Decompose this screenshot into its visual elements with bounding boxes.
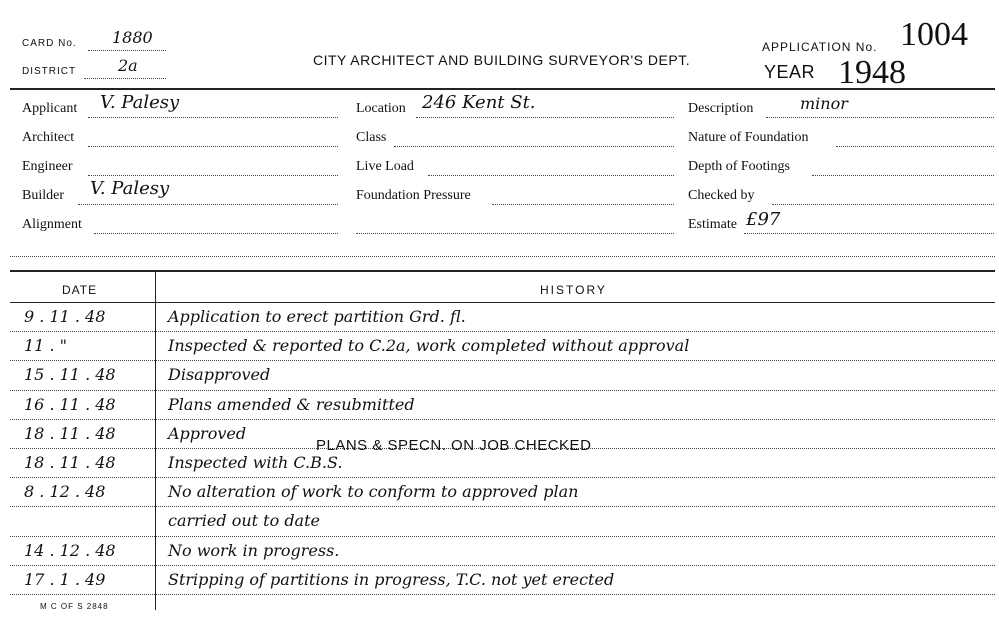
history-row-date: 9 . 11 . 48	[24, 307, 106, 326]
location-line	[416, 117, 674, 118]
location-value: 246 Kent St.	[422, 92, 536, 113]
card-no-label: CARD No.	[22, 38, 77, 49]
checked-by-label: Checked by	[688, 188, 755, 203]
history-row-text: Inspected with C.B.S.	[168, 453, 343, 472]
history-row-date: 15 . 11 . 48	[24, 365, 116, 385]
dept-title: CITY ARCHITECT AND BUILDING SURVEYOR'S DEPT.	[313, 52, 691, 68]
history-row-text: Application to erect partition Grd. fl.	[168, 307, 466, 326]
engineer-line	[88, 175, 338, 176]
card-no-value: 1880	[112, 28, 153, 47]
header-rule	[10, 88, 995, 90]
estimate-label: Estimate	[688, 217, 737, 232]
applicant-value: V. Palesy	[100, 92, 180, 113]
estimate-line	[744, 233, 994, 234]
fields-bottom-dots	[10, 256, 995, 257]
nature-of-foundation-line	[836, 146, 994, 147]
history-row-date: 8 . 12 . 48	[24, 482, 106, 502]
application-no-label: APPLICATION No.	[762, 40, 878, 54]
history-row-text: carried out to date	[168, 511, 320, 531]
history-row-line	[10, 390, 995, 391]
history-row-line	[10, 331, 995, 332]
form-code: M C OF S 2848	[40, 602, 109, 611]
depth-of-footings-label: Depth of Footings	[688, 159, 790, 174]
history-row-text: Disapproved	[168, 365, 271, 385]
history-row-text: No work in progress.	[168, 540, 340, 560]
foundation-pressure-line	[492, 204, 674, 205]
history-row-text: Stripping of partitions in progress, T.C. not yet erected	[168, 569, 615, 589]
history-row-text: Approved	[168, 423, 247, 443]
year-value: 1948	[838, 54, 906, 91]
history-row-line	[10, 594, 995, 595]
history-row-text: Inspected & reported to C.2a, work completed without approval	[168, 336, 690, 356]
description-value: minor	[800, 94, 848, 113]
estimate-value: £97	[746, 209, 781, 230]
history-row-line	[10, 419, 995, 420]
year-label: YEAR	[764, 62, 816, 82]
date-column-header: DATE	[62, 283, 98, 297]
history-column-header: HISTORY	[540, 283, 607, 297]
checked-by-line	[772, 204, 994, 205]
history-row-date: 17 . 1 . 49	[24, 569, 106, 589]
card-no-line	[88, 50, 166, 51]
history-row-date: 18 . 11 . 48	[24, 453, 116, 472]
history-row-date: 18 . 11 . 48	[24, 423, 116, 443]
alignment-line	[94, 233, 338, 234]
architect-label: Architect	[22, 130, 75, 145]
live-load-label: Live Load	[356, 159, 414, 174]
history-row-line	[10, 477, 995, 478]
history-row-text: Plans amended & resubmitted	[168, 394, 415, 414]
class-line	[394, 146, 674, 147]
class-label: Class	[356, 130, 387, 145]
applicant-line	[88, 117, 338, 118]
application-no-value: 1004	[900, 16, 968, 53]
history-row-date: 14 . 12 . 48	[24, 540, 116, 560]
location-label: Location	[356, 101, 406, 116]
district-value: 2a	[118, 56, 138, 75]
col2-blank-line	[356, 233, 674, 234]
builder-label: Builder	[22, 188, 64, 203]
history-header-rule	[10, 302, 995, 303]
history-top-rule	[10, 270, 995, 272]
builder-value: V. Palesy	[90, 178, 170, 199]
applicant-label: Applicant	[22, 101, 78, 116]
depth-of-footings-line	[812, 175, 994, 176]
district-line	[84, 78, 166, 79]
builder-line	[78, 204, 338, 205]
live-load-line	[428, 175, 674, 176]
description-line	[766, 117, 994, 118]
architect-line	[88, 146, 338, 147]
history-row-line	[10, 536, 995, 537]
history-row-line	[10, 506, 995, 507]
history-row-line	[10, 360, 995, 361]
district-label: DISTRICT	[22, 66, 77, 77]
history-row-text: No alteration of work to conform to approved plan	[168, 482, 579, 502]
engineer-label: Engineer	[22, 159, 73, 174]
history-column-divider	[155, 270, 156, 610]
history-row-date: 16 . 11 . 48	[24, 394, 116, 414]
typed-stamp-note: PLANS & SPECN. ON JOB CHECKED	[316, 437, 592, 454]
foundation-pressure-label: Foundation Pressure	[356, 188, 471, 203]
history-row-date: 11 . "	[24, 336, 67, 356]
description-label: Description	[688, 101, 754, 116]
history-row-line	[10, 565, 995, 566]
nature-of-foundation-label: Nature of Foundation	[688, 130, 809, 145]
alignment-label: Alignment	[22, 217, 82, 232]
